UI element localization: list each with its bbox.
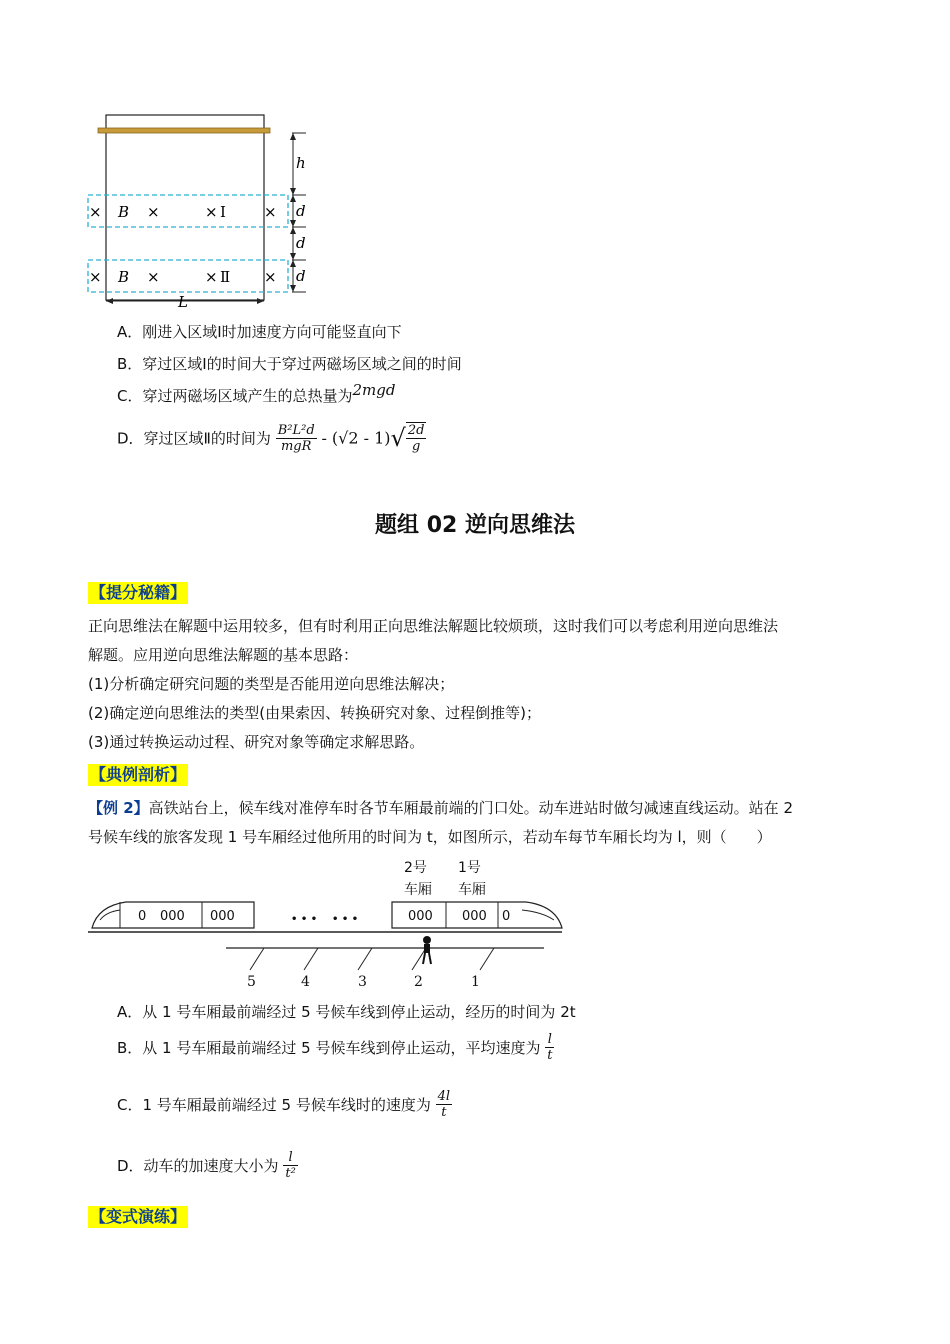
tips-line-5: (3)通过转换运动过程、研究对象等确定求解思路。 bbox=[88, 733, 425, 751]
q1-option-c bbox=[117, 381, 396, 406]
q2-option-d-fraction bbox=[283, 1150, 297, 1181]
label-h: h bbox=[296, 154, 306, 172]
q1-option-b: B．穿过区域Ⅰ的时间大于穿过两磁场区域之间的时间 bbox=[117, 355, 462, 373]
q2-option-b bbox=[117, 1032, 554, 1063]
section-title: 题组 02 逆向思维法 bbox=[375, 513, 575, 538]
waiting-line-3: 3 bbox=[358, 974, 367, 990]
car2-label-line1: 2号 bbox=[404, 860, 427, 876]
q2-option-d-text: D．动车的加速度大小为 bbox=[117, 1157, 279, 1175]
q2-option-c bbox=[117, 1089, 452, 1120]
cross-mark: × bbox=[89, 268, 102, 286]
tips-tag: 【提分秘籍】 bbox=[90, 583, 187, 602]
train-figure bbox=[86, 852, 576, 992]
ellipsis-2: • • • bbox=[332, 914, 359, 925]
tips-line-3: (1)分析确定研究问题的类型是否能用逆向思维法解决； bbox=[88, 675, 455, 693]
label-B2: B bbox=[118, 268, 130, 286]
windows-left-b: 000 bbox=[160, 909, 185, 924]
label-d3: d bbox=[296, 267, 306, 285]
q2-option-a: A．从 1 号车厢最前端经过 5 号候车线到停止运动，经历的时间为 2t bbox=[117, 1003, 576, 1021]
example-line-2: 号候车线的旅客发现 1 号车厢经过他所用的时间为 t，如图所示，若动车每节车厢长均为 l，则（ ） bbox=[88, 828, 772, 846]
q2-option-b-text: B．从 1 号车厢最前端经过 5 号候车线到停止运动，平均速度为 bbox=[117, 1039, 541, 1057]
cross-mark: × bbox=[205, 268, 218, 286]
cross-mark: × bbox=[264, 268, 277, 286]
passenger-icon bbox=[423, 936, 431, 964]
fraction-denominator: t² bbox=[285, 1166, 296, 1181]
tips-line-4: (2)确定逆向思维法的类型(由果索因、转换研究对象、过程倒推等)； bbox=[88, 704, 541, 722]
car1-label-line1: 1号 bbox=[458, 860, 481, 876]
windows-left-c: 000 bbox=[210, 909, 235, 924]
cross-mark: × bbox=[89, 203, 102, 221]
fraction-denominator: mgR bbox=[280, 438, 312, 454]
sqrt-icon: √ bbox=[390, 424, 406, 452]
q2-option-d bbox=[117, 1150, 298, 1181]
sqrt-numerator: 2d bbox=[407, 423, 425, 438]
example-tag: 【典例剖析】 bbox=[90, 765, 187, 784]
cross-mark: × bbox=[147, 268, 160, 286]
q1-option-a: A．刚进入区域Ⅰ时加速度方向可能竖直向下 bbox=[117, 323, 402, 341]
windows-right-b: 000 bbox=[462, 909, 487, 924]
q1-option-d-text: D．穿过区域Ⅱ的时间为 bbox=[117, 429, 271, 448]
q1-option-d-fraction bbox=[276, 423, 317, 454]
fraction-numerator: l bbox=[545, 1032, 554, 1048]
windows-left-a: 0 bbox=[138, 909, 147, 924]
cross-mark: × bbox=[264, 203, 277, 221]
q1-option-d-sqrt bbox=[406, 422, 427, 454]
fraction-denominator: t bbox=[441, 1105, 447, 1120]
label-d1: d bbox=[296, 202, 306, 220]
cross-mark: × bbox=[147, 203, 160, 221]
gold-bar bbox=[98, 128, 270, 133]
q2-option-b-fraction bbox=[545, 1032, 554, 1063]
cross-mark: × bbox=[205, 203, 218, 221]
magnetic-field-figure bbox=[80, 108, 320, 308]
label-L: L bbox=[178, 293, 188, 308]
fraction-denominator: t bbox=[547, 1048, 553, 1063]
coil-frame bbox=[106, 115, 264, 300]
label-region-2: Ⅱ bbox=[220, 268, 231, 286]
label-region-1: Ⅰ bbox=[220, 203, 226, 221]
windows-right-c: 0 bbox=[502, 909, 511, 924]
fraction-numerator: B²L²d bbox=[277, 422, 315, 438]
variant-tag: 【变式演练】 bbox=[90, 1207, 187, 1226]
tips-line-2: 解题。应用逆向思维法解题的基本思路： bbox=[88, 646, 359, 664]
q1-option-d-rest: - (√2 - 1) bbox=[321, 428, 391, 448]
q2-option-c-text: C．1 号车厢最前端经过 5 号候车线时的速度为 bbox=[117, 1096, 431, 1114]
q1-option-d bbox=[117, 422, 426, 454]
tips-line-1: 正向思维法在解题中运用较多，但有时利用正向思维法解题比较烦琐，这时我们可以考虑利用逆向思维法 bbox=[88, 617, 779, 635]
sqrt-denominator: g bbox=[411, 439, 421, 454]
example-line-1-text: 高铁站台上，候车线对准停车时各节车厢最前端的门口处。动车进站时做匀减速直线运动。站在 2 bbox=[148, 799, 793, 817]
fraction-numerator: l bbox=[283, 1150, 297, 1166]
label-B1: B bbox=[118, 203, 130, 221]
q1-option-c-text: C．穿过两磁场区域产生的总热量为 bbox=[117, 387, 353, 405]
q2-option-c-fraction bbox=[436, 1089, 452, 1120]
fraction-numerator: 4l bbox=[437, 1089, 451, 1104]
waiting-line-4: 4 bbox=[301, 974, 310, 990]
label-d2: d bbox=[296, 234, 306, 252]
example-line-1 bbox=[88, 797, 793, 818]
car2-label-line2: 车厢 bbox=[404, 882, 432, 898]
windows-right-a: 000 bbox=[408, 909, 433, 924]
ellipsis-1: • • • bbox=[291, 914, 318, 925]
q1-option-c-formula: 2mgd bbox=[352, 381, 396, 399]
waiting-line-1: 1 bbox=[471, 974, 480, 990]
example-label: 【例 2】 bbox=[88, 799, 149, 817]
waiting-line-5: 5 bbox=[247, 974, 256, 990]
waiting-line-2: 2 bbox=[414, 974, 423, 990]
car1-label-line2: 车厢 bbox=[458, 882, 486, 898]
